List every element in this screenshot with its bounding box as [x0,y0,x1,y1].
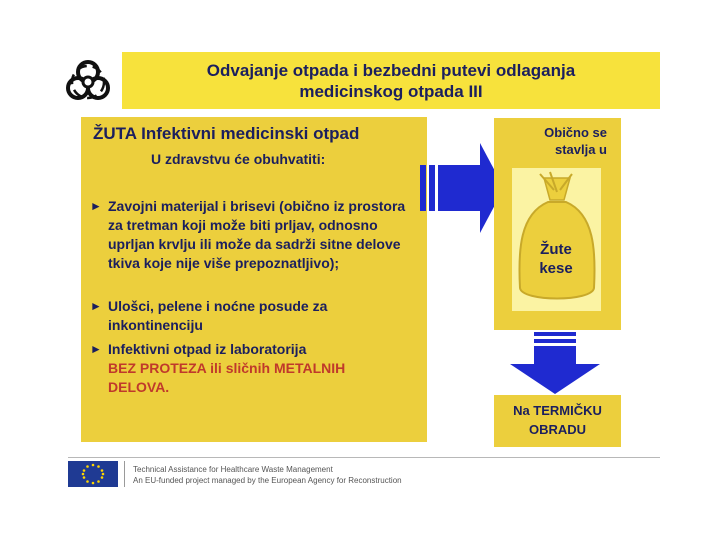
side-caption-line2: stavlja u [554,142,607,157]
bullet-text: Infektivni otpad iz laboratorija [108,341,307,357]
title-banner [122,52,660,109]
footer-divider-line [68,457,660,458]
bullet-arrow-icon: ► [90,299,102,313]
footer-separator [124,461,125,487]
bottom-caption [494,401,621,439]
biohazard-icon [60,52,116,108]
bag-label [514,240,598,278]
main-subheading: U zdravstvu će obuhvatiti: [151,151,326,167]
bag-label-line1: Žute [540,241,572,258]
side-caption [494,124,607,158]
bullet-text-group [108,340,408,397]
footer-text-line1: Technical Assistance for Healthcare Waste Management [133,465,333,474]
main-heading: ŽUTA Infektivni medicinski otpad [93,124,360,143]
bottom-caption-line2: OBRADU [528,422,587,437]
bottom-caption-line1: Na TERMIČKU [513,403,602,418]
arrow-down-icon [510,332,600,394]
bullet-arrow-icon: ► [90,199,102,213]
page-title-line2: medicinskog otpada III [299,81,483,101]
bag-label-line2: kese [539,260,573,277]
bullet-item [90,340,408,397]
page-title: Odvajanje otpada i bezbedni putevi odlaganja [206,60,576,80]
side-caption-line1: Obično se [544,125,607,140]
eu-flag-icon [68,461,118,487]
warning-text: BEZ PROTEZA ili sličnih METALNIH DELOVA. [108,360,346,395]
bullet-text: Zavojni materijal i brisevi (obično iz prostora za tretman koji može biti prljav, odnosno uprljan krvlju ili može da sadrži sitne delove tkiva koje nije više prepoznatljivo); [108,198,406,271]
arrow-right-icon [420,143,504,233]
footer-text-line2: An EU-funded project managed by the European Agency for Reconstruction [133,476,402,485]
bullet-item [90,297,408,335]
bullet-arrow-icon: ► [90,342,102,356]
bullet-item [90,197,408,273]
bullet-text: Ulošci, pelene i noćne posude za inkontinenciju [108,298,328,333]
